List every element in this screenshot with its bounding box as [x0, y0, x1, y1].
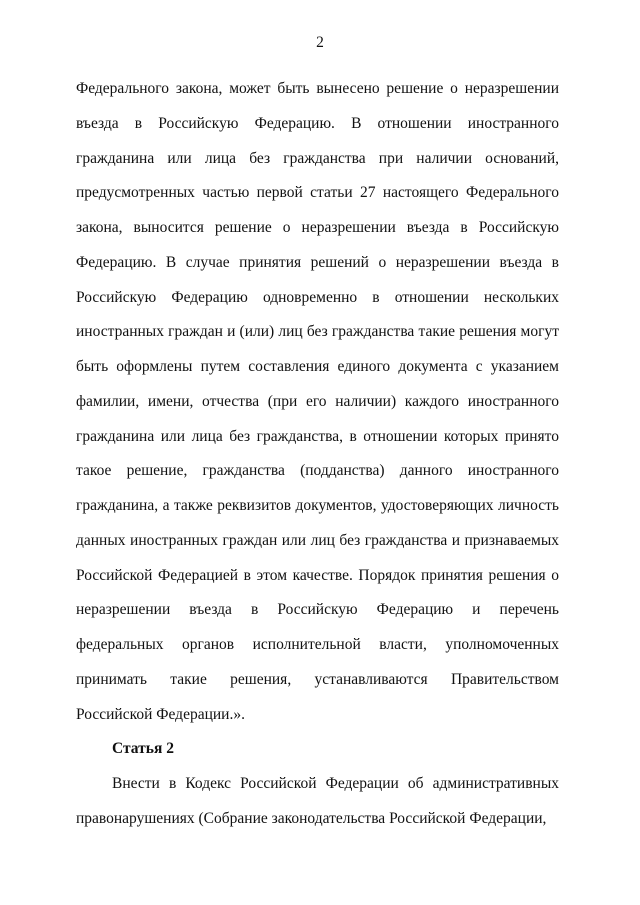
document-body [76, 72, 559, 837]
article-paragraph: Внести в Кодекс Российской Федерации об административных правонарушениях (Собрание законодательства Российской Федерации, [76, 775, 559, 827]
article-heading: Статья 2 [112, 740, 174, 758]
page-number: 2 [316, 34, 324, 51]
continuation-paragraph: Федерального закона, может быть вынесено решение о неразрешении въезда в Российскую Федерацию. В отношении иностранного гражданина или лица без гражданства при наличии оснований, предусмотренных частью первой статьи 27 настоящего Федерального закона, выносится решение о неразрешении въезда в Российскую Федерацию. В случае принятия решений о неразрешении въезда в Российскую Федерацию одновременно в отношении нескольких иностранных граждан и (или) лиц без гражданства такие решения могут быть оформлены путем составления единого документа с указанием фамилии, имени, отчества (при его наличии) каждого иностранного гражданина или лица без гражданства, в отношении которых принято такое решение, гражданства (подданства) данного иностранного гражданина, а также реквизитов документов, удостоверяющих личность данных иностранных граждан или лиц без гражданства и признаваемых Российской Федерацией в этом качестве. Порядок принятия решения о неразрешении въезда в Российскую Федерацию и перечень федеральных органов исполнительной власти, уполномоченных принимать такие решения, устанавливаются Правительством Российской Федерации.». [76, 80, 559, 723]
